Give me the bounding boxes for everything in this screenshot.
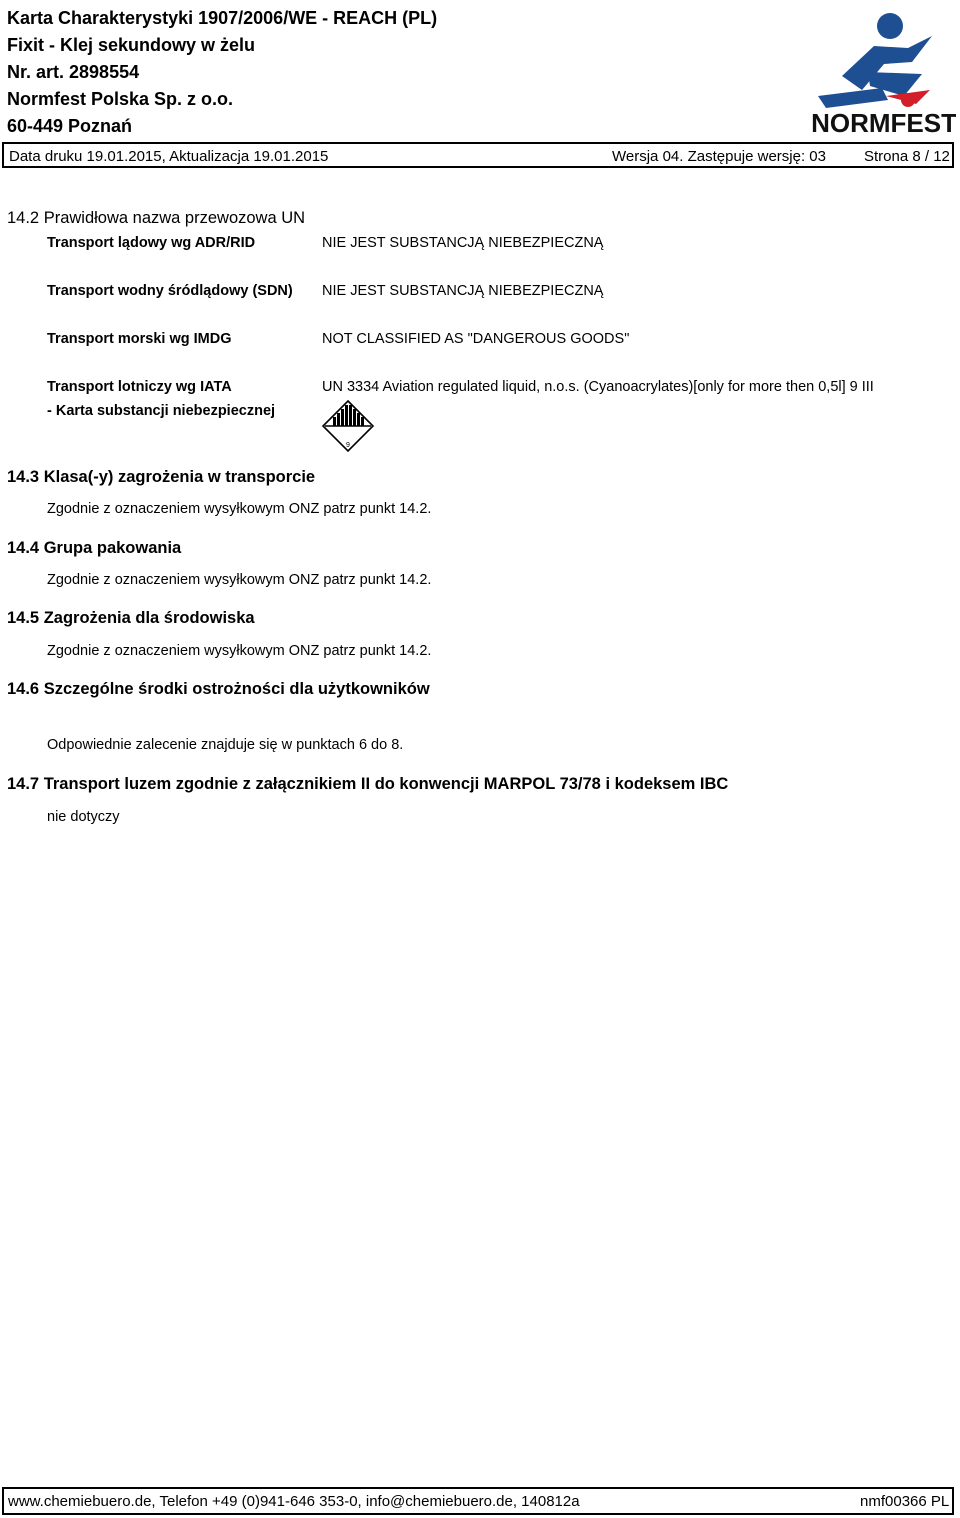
section-14-6-heading: 14.6 Szczególne środki ostrożności dla użytkowników [7, 680, 430, 698]
section-14-4-heading: 14.4 Grupa pakowania [7, 539, 182, 557]
row-adr-value: NIE JEST SUBSTANCJĄ NIEBEZPIECZNĄ [322, 235, 604, 251]
page-number: Strona 8 / 12 [864, 148, 950, 165]
footer-contact: www.chemiebuero.de, Telefon +49 (0)941-646 353-0, info@chemiebuero.de, 140812a [8, 1493, 580, 1510]
section-14-5-text: Zgodnie z oznaczeniem wysyłkowym ONZ patrz punkt 14.2. [47, 643, 432, 659]
row-imdg-label: Transport morski wg IMDG [47, 331, 232, 347]
section-14-6-text: Odpowiednie zalecenie znajduje się w punktach 6 do 8. [47, 737, 404, 753]
company-city: 60-449 Poznań [7, 116, 133, 136]
row-iata-label: Transport lotniczy wg IATA [47, 379, 232, 395]
section-14-3-text: Zgodnie z oznaczeniem wysyłkowym ONZ patrz punkt 14.2. [47, 501, 432, 517]
svg-text:9: 9 [346, 442, 350, 449]
footer-code: nmf00366 PL [860, 1493, 950, 1510]
section-14-2-heading: 14.2 Prawidłowa nazwa przewozowa UN [7, 209, 306, 227]
version-info: Wersja 04. Zastępuje wersję: 03 [612, 148, 826, 165]
section-14-3-heading: 14.3 Klasa(-y) zagrożenia w transporcie [7, 468, 316, 486]
section-14-7-text: nie dotyczy [47, 809, 120, 825]
section-14-4-text: Zgodnie z oznaczeniem wysyłkowym ONZ patrz punkt 14.2. [47, 572, 432, 588]
footer-bar [2, 1487, 954, 1515]
hazard-class-9-icon [322, 400, 374, 452]
article-number: Nr. art. 2898554 [7, 62, 140, 82]
row-iata-value: UN 3334 Aviation regulated liquid, n.o.s. (Cyanoacrylates)[only for more then 0,5l] 9 III [322, 379, 874, 395]
company-name: Normfest Polska Sp. z o.o. [7, 89, 234, 109]
section-14-7-heading: 14.7 Transport luzem zgodnie z załącznikiem II do konwencji MARPOL 73/78 i kodeksem IBC [7, 775, 729, 793]
row-imdg-value: NOT CLASSIFIED AS "DANGEROUS GOODS" [322, 331, 630, 347]
document-title: Karta Charakterystyki 1907/2006/WE - REACH (PL) [7, 8, 438, 28]
normfest-logo [812, 4, 956, 138]
normfest-logo-icon [812, 4, 956, 138]
logo-text: NORMFEST [812, 108, 956, 138]
row-sdn-label: Transport wodny śródlądowy (SDN) [47, 283, 293, 299]
row-adr-label: Transport lądowy wg ADR/RID [47, 235, 256, 251]
row-sdn-value: NIE JEST SUBSTANCJĄ NIEBEZPIECZNĄ [322, 283, 604, 299]
section-14-5-heading: 14.5 Zagrożenia dla środowiska [7, 609, 255, 627]
print-info-bar [2, 142, 954, 168]
product-name: Fixit - Klej sekundowy w żelu [7, 35, 256, 55]
print-dates: Data druku 19.01.2015, Aktualizacja 19.01.2015 [9, 148, 329, 165]
row-iata-sublabel: - Karta substancji niebezpiecznej [47, 403, 276, 419]
